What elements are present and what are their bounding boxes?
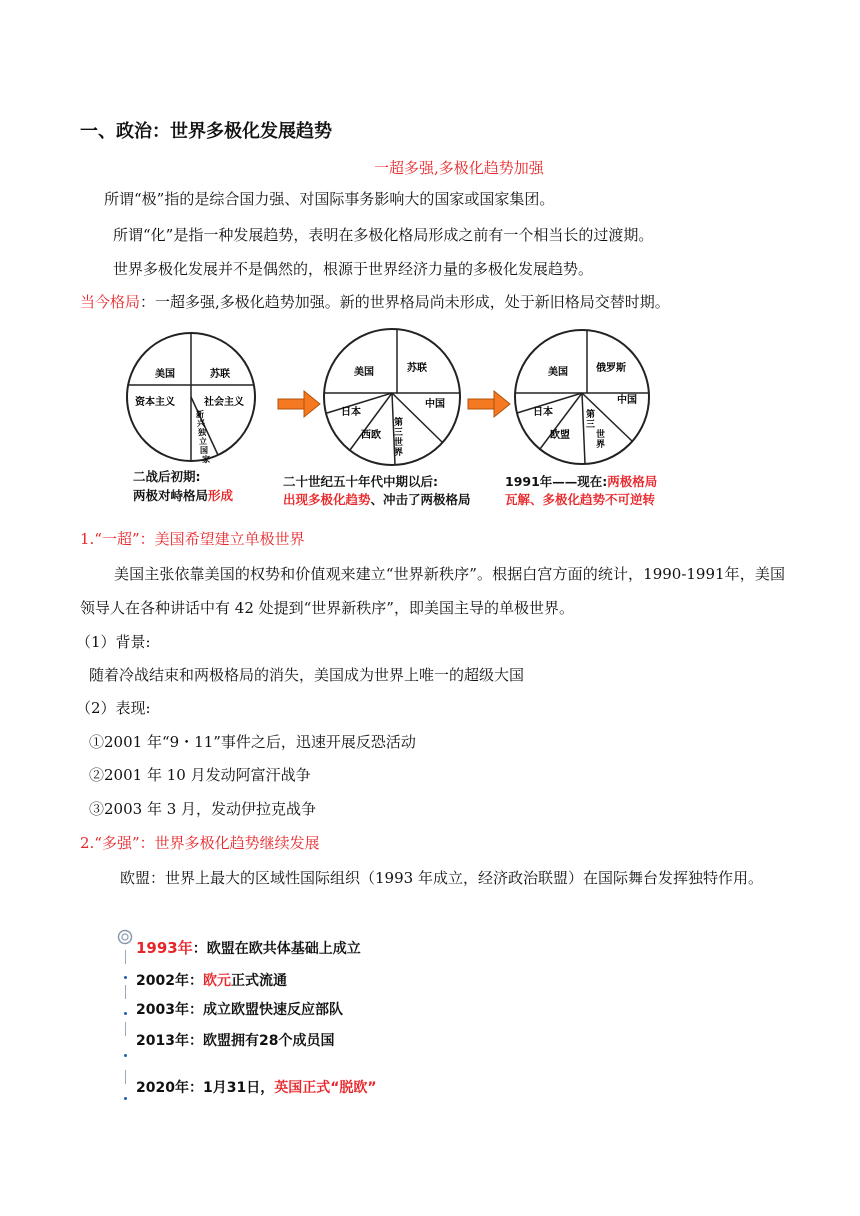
intro-paragraph-1: 所谓“极”指的是综合国力强、对国际事务影响大的国家或国家集团。 bbox=[104, 190, 555, 208]
pie3-label-eu: 欧盟 bbox=[550, 430, 570, 441]
svg-text:世: 世 bbox=[394, 438, 404, 448]
pie-1950s bbox=[324, 329, 460, 465]
timeline-event-1993: 1993年：欧盟在欧共体基础上成立 bbox=[136, 939, 361, 957]
pie1-label-ussr: 苏联 bbox=[210, 369, 230, 380]
section1-item-3: ③2003 年 3 月，发动伊拉克战争 bbox=[89, 800, 317, 818]
pie-postwar bbox=[127, 333, 255, 464]
pie2-label-japan: 日本 bbox=[341, 407, 361, 418]
timeline-event-2020: 2020年：1月31日，英国正式“脱欧” bbox=[136, 1080, 377, 1096]
timeline-connector bbox=[125, 1022, 126, 1036]
page-heading: 一、政治：世界多极化发展趋势 bbox=[80, 121, 332, 142]
pie2-label-ussr: 苏联 bbox=[407, 363, 427, 374]
caption-postwar-1: 二战后初期: bbox=[133, 469, 201, 484]
timeline-connector bbox=[125, 950, 126, 964]
svg-text:三: 三 bbox=[394, 428, 404, 438]
current-pattern-text: ：一超多强,多极化趋势加强。新的世界格局尚未形成，处于新旧格局交替时期。 bbox=[140, 293, 670, 311]
timeline-connector bbox=[125, 1070, 126, 1084]
caption-postwar-2: 两极对峙格局形成 bbox=[133, 488, 234, 503]
caption-1950s-1: 二十世纪五十年代中期以后: bbox=[283, 474, 438, 489]
caption-1991-2: 瓦解、多极化趋势不可逆转 bbox=[505, 492, 656, 507]
svg-text:第: 第 bbox=[586, 410, 596, 420]
pie3-label-china: 中国 bbox=[617, 395, 637, 406]
pie1-label-usa: 美国 bbox=[155, 369, 175, 380]
svg-text:三: 三 bbox=[586, 420, 596, 430]
pie-1991-present bbox=[515, 330, 649, 464]
timeline-dot bbox=[124, 1012, 127, 1015]
svg-text:家: 家 bbox=[202, 455, 210, 464]
intro-paragraph-2: 所谓“化”是指一种发展趋势，表明在多极化格局形成之前有一个相当长的过渡期。 bbox=[113, 226, 654, 244]
section1-body: 美国主张依靠美国的权势和价值观来建立“世界新秩序”。根据白宫方面的统计，1990-1991年，美国领导人在各种讲话中有 42 处提到“世界新秩序”，即美国主导的单极世界。 bbox=[80, 565, 785, 617]
section1-background-text: 随着冷战结束和两极格局的消失，美国成为世界上唯一的超级大国 bbox=[89, 666, 525, 684]
svg-text:世: 世 bbox=[596, 430, 606, 440]
svg-text:独: 独 bbox=[198, 428, 206, 437]
caption-1950s-2: 出现多极化趋势、冲击了两极格局 bbox=[283, 492, 471, 507]
pie3-label-russia: 俄罗斯 bbox=[596, 363, 626, 374]
pie2-label-china: 中国 bbox=[425, 399, 445, 410]
svg-text:界: 界 bbox=[596, 440, 606, 450]
timeline-dot bbox=[124, 976, 127, 979]
section1-title: 1.“一超”：美国希望建立单极世界 bbox=[80, 530, 305, 548]
current-pattern-label: 当今格局 bbox=[80, 293, 141, 311]
section1-background-label: （1）背景: bbox=[76, 633, 151, 651]
svg-text:界: 界 bbox=[394, 448, 404, 458]
timeline-connector bbox=[125, 985, 126, 999]
svg-text:国: 国 bbox=[200, 446, 208, 455]
pie1-label-capitalism: 资本主义 bbox=[135, 397, 175, 408]
timeline-start-icon bbox=[116, 928, 134, 946]
timeline-dot bbox=[124, 1097, 127, 1100]
pie2-label-western-europe: 西欧 bbox=[361, 430, 381, 441]
pie2-label-usa: 美国 bbox=[354, 367, 374, 378]
svg-text:立: 立 bbox=[199, 437, 207, 446]
arrow-1 bbox=[278, 391, 320, 417]
intro-paragraph-3: 世界多极化发展并不是偶然的，根源于世界经济力量的多极化发展趋势。 bbox=[113, 260, 594, 278]
section1-performance-label: （2）表现: bbox=[76, 699, 151, 717]
timeline-dot bbox=[124, 1054, 127, 1057]
section2-title: 2.“多强”：世界多极化趋势继续发展 bbox=[80, 834, 320, 852]
pie1-label-socialism: 社会主义 bbox=[204, 397, 244, 408]
subtitle: 一超多强,多极化趋势加强 bbox=[374, 159, 544, 177]
section1-item-1: ①2001 年“9・11”事件之后，迅速开展反恐活动 bbox=[89, 733, 416, 751]
pie3-label-japan: 日本 bbox=[533, 407, 553, 418]
svg-text:第: 第 bbox=[394, 418, 404, 428]
section1-item-2: ②2001 年 10 月发动阿富汗战争 bbox=[89, 766, 311, 784]
svg-text:新: 新 bbox=[196, 410, 204, 419]
timeline-event-2013: 2013年：欧盟拥有28个成员国 bbox=[136, 1033, 335, 1049]
section2-body: 欧盟：世界上最大的区域性国际组织（1993 年成立，经济政治联盟）在国际舞台发挥独特作用。 bbox=[120, 869, 763, 887]
caption-1991-1: 1991年——现在:两极格局 bbox=[505, 474, 658, 489]
pie2-vertical-label bbox=[394, 416, 403, 458]
timeline-event-2002: 2002年：欧元正式流通 bbox=[136, 973, 287, 989]
current-pattern bbox=[80, 291, 670, 312]
timeline-event-2003: 2003年：成立欧盟快速反应部队 bbox=[136, 1002, 343, 1018]
pie3-label-usa: 美国 bbox=[548, 367, 568, 378]
svg-text:兴: 兴 bbox=[197, 419, 205, 428]
arrow-2 bbox=[468, 391, 510, 417]
